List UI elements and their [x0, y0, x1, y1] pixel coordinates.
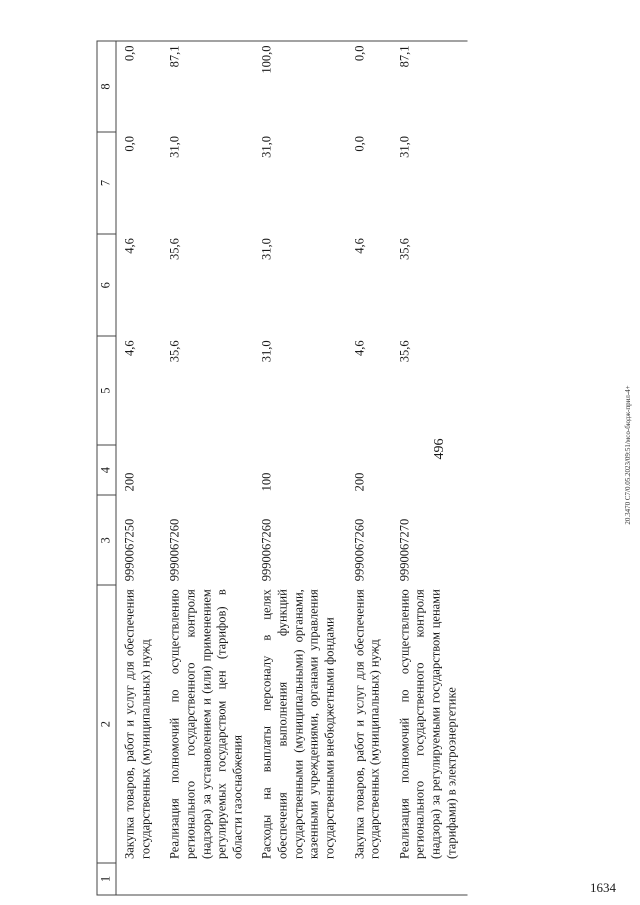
row-value-6: 4,6	[122, 237, 136, 254]
col-header-5: 5	[97, 336, 116, 444]
row-value-7: 31,0	[396, 135, 411, 158]
row-value-5: 4,6	[122, 339, 136, 356]
table-row	[161, 41, 253, 895]
budget-table	[96, 40, 467, 895]
row-code: 9990067250	[122, 518, 136, 581]
table-row	[346, 41, 391, 895]
row-number-cell	[346, 863, 391, 895]
row-code: 9990067260	[351, 518, 366, 581]
corner-page-number: 1634	[590, 880, 616, 895]
row-code: 9990067270	[396, 518, 411, 581]
row-value-5: 4,6	[351, 339, 366, 356]
row-value-8: 0,0	[116, 41, 162, 132]
col-header-4: 4	[97, 444, 116, 495]
row-value-7: 0,0	[351, 135, 366, 152]
row-vr: 200	[122, 472, 136, 491]
table-header-row	[97, 41, 116, 895]
row-number-cell	[253, 863, 345, 895]
row-value-6: 4,6	[351, 237, 366, 254]
rotated-table-container	[96, 40, 526, 895]
row-value-8: 87,1	[161, 41, 253, 132]
col-header-3: 3	[97, 495, 116, 585]
col-header-2: 2	[97, 585, 116, 863]
row-value-6: 35,6	[167, 237, 182, 260]
row-code: 9990067260	[167, 518, 182, 581]
row-number-cell	[391, 863, 468, 895]
page-number: 496	[432, 438, 447, 460]
row-name: Закупка товаров, работ и услуг для обеспечения государственных (муниципальных) нужд	[122, 588, 152, 859]
col-header-7: 7	[97, 131, 116, 233]
row-value-6: 35,6	[396, 237, 411, 260]
row-number-cell	[161, 863, 253, 895]
row-value-7: 31,0	[259, 135, 274, 158]
document-id: 20.3470 С7/0.05.2023/09:51/мсо-бюдж-прил-4+	[624, 385, 632, 525]
col-header-1: 1	[97, 863, 116, 895]
row-value-7: 31,0	[167, 135, 182, 158]
row-value-8: 87,1	[391, 41, 468, 132]
row-name: Закупка товаров, работ и услуг для обеспечения государственных (муниципальных) нужд	[351, 588, 382, 859]
row-vr	[391, 444, 468, 495]
row-value-5: 35,6	[396, 339, 411, 362]
row-vr: 100	[259, 472, 274, 491]
col-header-6: 6	[97, 234, 116, 336]
row-value-8: 0,0	[346, 41, 391, 132]
row-value-6: 31,0	[259, 237, 274, 260]
table-rotator	[96, 40, 526, 895]
row-vr: 200	[351, 472, 366, 491]
table-row	[116, 41, 162, 895]
row-code: 9990067260	[259, 518, 274, 581]
row-number-cell	[116, 863, 162, 895]
table-row	[253, 41, 345, 895]
row-name: Реализация полномочий по осуществлению регионального государственного контроля (надзора) за установлением и (или) применением регулируемых государством цен (тарифов) в области газоснабжения	[167, 588, 244, 859]
row-value-5: 31,0	[259, 339, 274, 362]
row-value-7: 0,0	[122, 135, 136, 152]
row-name: Расходы на выплаты персоналу в целях обеспечения выполнения функций государственными (муниципальными) органами, казенными учреждениями, органами управления государственными внебюджетными фондами	[259, 588, 336, 859]
table-row	[391, 41, 468, 895]
row-name: Реализация полномочий по осуществлению регионального государственного контроля (надзора) за регулируемыми государством ценами (тарифами) в электроэнергетике	[396, 588, 458, 859]
row-vr	[161, 444, 253, 495]
row-value-5: 35,6	[167, 339, 182, 362]
col-header-8: 8	[97, 41, 116, 132]
row-value-8: 100,0	[253, 41, 345, 132]
